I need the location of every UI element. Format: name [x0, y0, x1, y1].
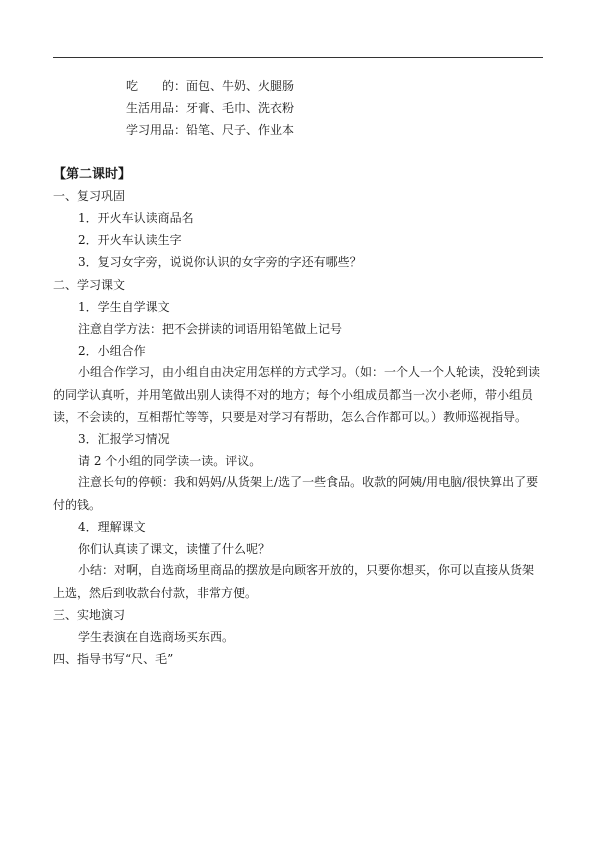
part2-step4-question: 你们认真读了课文，读懂了什么呢？	[78, 542, 271, 556]
part2-step1-title: 1．学生自学课文	[78, 300, 170, 314]
part2-step3-note: 注意长句的停顿：我和妈妈/从货架上/选了一些食品。收款的阿姨/用电脑/很快算出了要付的钱。	[53, 475, 539, 512]
part2-step1-note: 注意自学方法：把不会拼读的词语用铅笔做上记号	[78, 322, 343, 336]
goods-food: 吃 的：面包、牛奶、火腿肠	[126, 79, 295, 93]
part2-step4-summary: 小结：对啊，自选商场里商品的摆放是向顾客开放的，只要你想买，你可以直接从货架上选，然后到收款台付款，非常方便。	[53, 563, 535, 600]
header-rule	[53, 57, 543, 58]
part2-step4-title: 4．理解课文	[78, 520, 146, 534]
lesson-title: 【第二课时】	[53, 167, 132, 182]
part1-heading: 一、复习巩固	[53, 189, 126, 203]
part3-text: 学生表演在自选商场买东西。	[78, 630, 235, 644]
goods-daily: 生活用品：牙膏、毛巾、洗衣粉	[126, 101, 295, 115]
part2-step2-title: 2．小组合作	[78, 344, 146, 358]
part1-item: 2．开火车认读生字	[78, 233, 182, 247]
part1-item: 3．复习女字旁，说说你认识的女字旁的字还有哪些？	[78, 255, 362, 269]
part2-step3-title: 3．汇报学习情况	[78, 432, 170, 446]
part1-item: 1．开火车认读商品名	[78, 211, 194, 225]
part2-heading: 二、学习课文	[53, 278, 126, 292]
part2-step2-text: 小组合作学习，由小组自由决定用怎样的方式学习。（如：一个人一个人轮读，没轮到读的同学认真听，并用笔做出别人读得不对的地方；每个小组成员都当一次小老师，带小组员读，不会读的，互相帮忙等等，只要是对学习有帮助，怎么合作都可以。）教师巡视指导。	[53, 365, 541, 424]
part3-heading: 三、实地演习	[53, 608, 126, 622]
part4-heading: 四、指导书写“尺、毛”	[53, 652, 174, 666]
goods-study: 学习用品：铅笔、尺子、作业本	[126, 123, 295, 137]
part2-step3-line: 请 2 个小组的同学读一读。评议。	[78, 454, 262, 468]
